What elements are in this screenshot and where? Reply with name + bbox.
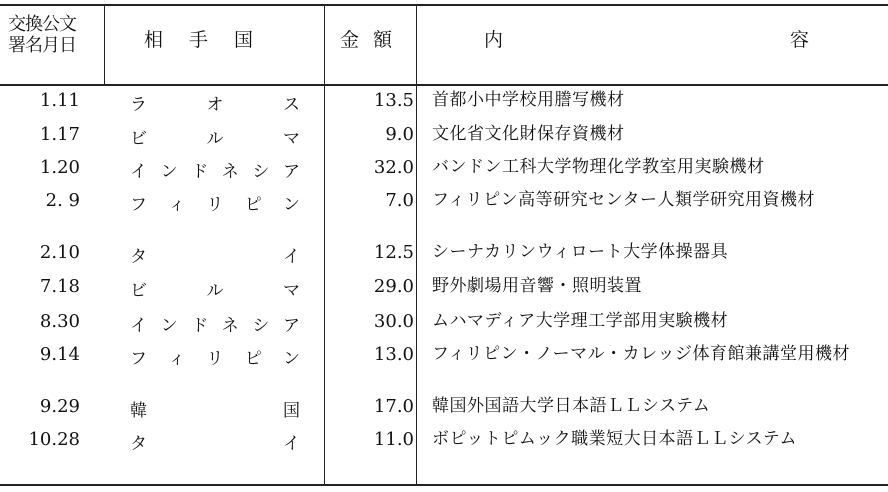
country-char: タ [130,434,147,454]
country-char: マ [283,281,300,301]
country-char: ピ [244,349,262,369]
country-char: イ [130,316,147,336]
date-header-line1: 交換公文 [8,14,76,35]
country-cell [130,157,300,182]
country-char: ル [206,281,224,301]
date-cell: 1.17 [39,124,80,145]
date-cell: 7.18 [39,276,80,297]
country-char: 国 [283,401,300,421]
amount-cell: 13.0 [373,344,414,365]
amount-header: 金額 [340,29,407,51]
amount-cell: 29.0 [373,276,414,297]
header-bottom-rule [0,84,888,86]
country-char: ン [160,316,178,336]
country-cell [130,242,300,267]
country-char: マ [283,129,300,149]
country-char: ピ [244,195,262,215]
country-char: ル [206,129,224,149]
country-cell [130,190,300,215]
content-cell: ムハマディア大学理工学部用実験機材 [432,311,729,331]
country-cell [130,90,300,115]
date-cell: 2.10 [39,242,80,263]
col-divider-1 [104,6,105,84]
col-divider-3 [416,6,417,484]
country-char: ラ [130,95,147,115]
country-char: シ [252,162,270,182]
country-cell [130,311,300,336]
country-char: オ [206,95,224,115]
country-char: イ [283,247,300,267]
country-cell [130,396,300,421]
content-cell: 文化省文化財保存資機材 [432,124,625,144]
country-char: フ [130,195,147,215]
country-char: イ [130,162,147,182]
country-char: ス [283,95,300,115]
country-cell [130,276,300,301]
country-char: タ [130,247,147,267]
amount-cell: 9.0 [385,124,414,145]
country-char: ア [282,316,300,336]
content-cell: 首都小中学校用謄写機材 [432,90,625,110]
country-char: リ [206,195,224,215]
amount-cell: 13.5 [373,90,414,111]
country-char: リ [206,349,224,369]
country-cell [130,124,300,149]
date-cell: 1.20 [39,157,80,178]
amount-cell: 32.0 [373,157,414,178]
country-char: フ [130,349,147,369]
country-char: ネ [221,316,239,336]
country-char: イ [283,434,300,454]
content-header-right: 容 [790,29,810,51]
top-rule [0,4,888,6]
amount-cell: 12.5 [373,242,414,263]
country-char: ィ [168,195,186,215]
date-cell: 2. 9 [45,190,80,211]
amount-cell: 30.0 [373,311,414,332]
country-char: ン [160,162,178,182]
date-header [8,14,102,56]
content-cell: バンドン工科大学物理化学教室用実験機材 [432,157,765,177]
content-cell: シーナカリンウィロート大学体操器具 [432,242,729,262]
content-cell: 韓国外国語大学日本語ＬＬシステム [432,396,711,416]
country-char: ビ [130,281,147,301]
country-char: ド [191,162,209,182]
country-char: ビ [130,129,147,149]
content-cell: フィリピン高等研究センター人類学研究用資機材 [432,190,815,210]
amount-cell: 17.0 [373,396,414,417]
country-char: ア [282,162,300,182]
amount-cell: 7.0 [385,190,414,211]
country-char: ド [191,316,209,336]
country-char: ィ [168,349,186,369]
date-header-line2: 署名月日 [8,35,76,56]
country-char: ン [283,349,300,369]
content-cell: フィリピン・ノーマル・カレッジ体育館兼講堂用機材 [432,344,850,364]
country-cell [130,429,300,454]
col-divider-2 [324,6,325,484]
bottom-rule [0,484,888,486]
country-char: ン [283,195,300,215]
country-char: ネ [221,162,239,182]
content-cell: 野外劇場用音響・照明装置 [432,276,642,296]
date-cell: 8.30 [39,311,80,332]
content-cell: ボピットピムック職業短大日本語ＬＬシステム [432,429,797,449]
country-cell [130,344,300,369]
amount-cell: 11.0 [373,429,414,450]
date-cell: 9.14 [39,344,80,365]
date-cell: 10.28 [28,429,80,450]
country-char: 韓 [130,401,147,421]
date-cell: 9.29 [39,396,80,417]
date-cell: 1.11 [39,90,80,111]
country-header: 相手国 [144,29,280,51]
country-char: シ [252,316,270,336]
content-header-left: 内 [484,29,504,51]
